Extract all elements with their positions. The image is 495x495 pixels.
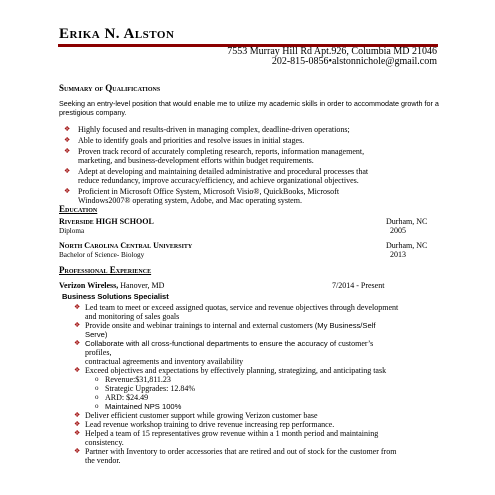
duty-item [74,411,398,420]
qualification-item [64,136,368,145]
duty-line [85,447,398,456]
circle-bullet-icon: o [95,393,99,401]
duty-text: and monitoring of sales goals [85,312,180,321]
qualification-text: Able to identify goals and priorities and resolve issues in initial stages. [78,136,305,145]
duty-text: customer’s [338,339,374,348]
duty-line [85,438,398,447]
duty-text: ARD: $24.49 [105,393,149,402]
diamond-bullet-icon: ❖ [74,411,81,419]
diamond-bullet-icon: ❖ [74,366,81,374]
duty-text: Deliver efficient customer support while growing Verizon customer base [85,411,318,420]
phone-email-line: 202-815-0856•alstonnichole@gmail.com [271,56,437,67]
duty-line [85,456,398,465]
duty-item [74,447,398,465]
school-location: Durham, NC [386,217,428,226]
duty-text: consistency. [85,438,124,447]
employer-location: Hanover, MD [118,281,165,290]
duty-item [74,420,398,429]
duty-line [105,402,398,411]
duty-text: profiles, [85,348,112,357]
diamond-bullet-icon: ❖ [64,136,71,144]
qualification-item [64,167,369,185]
diamond-bullet-icon: ❖ [74,429,81,437]
employer-name: Verizon Wireless, [59,281,119,290]
degree-name: Bachelor of Science- Biology [59,251,145,259]
circle-bullet-icon: o [95,402,99,410]
duty-line [85,366,398,375]
duty-text: Strategic Upgrades: 12.84% [105,384,195,393]
duty-item [74,429,398,447]
qualification-text: Proficient in Microsoft Office System, Microsoft Visio®, QuickBooks, Microsoft [78,187,340,196]
duty-item [74,321,398,339]
job-title: Business Solutions Specialist [62,292,169,301]
experience-list [74,303,399,465]
duty-line [85,357,398,366]
duty-line [85,411,398,420]
duty-line [105,375,398,384]
qualification-text: Highly focused and results-driven in managing complex, deadline-driven operations; [78,125,350,134]
duty-line [105,393,398,402]
qualification-item [64,187,368,205]
qualification-item [64,147,368,165]
duty-text: (My Business/Self [314,321,376,330]
duty-text: Collaborate with all cross-functional departments to ensure the accuracy of [85,339,339,348]
diamond-bullet-icon: ❖ [74,420,81,428]
metric-item [95,402,398,411]
experience-heading: Professional Experience [59,265,152,275]
duty-line [85,312,398,321]
diamond-bullet-icon: ❖ [64,147,71,155]
duty-line [105,384,398,393]
metric-item [95,375,398,384]
education-heading: Education [59,204,98,214]
duty-line [85,330,398,339]
qualification-item [64,125,368,134]
circle-bullet-icon: o [95,375,99,383]
duty-text: Helped a team of 15 representatives grow revenue within a 1 month period and maintaining [85,429,379,438]
diamond-bullet-icon: ❖ [74,321,81,329]
graduation-year: 2005 [390,226,406,235]
candidate-name: Erika N. Alston [59,26,175,42]
duty-line [85,348,398,357]
school-name: North Carolina Central University [59,241,193,250]
diamond-bullet-icon: ❖ [74,303,81,311]
summary-heading: Summary of Qualifications [59,83,161,93]
contact-block [227,47,437,67]
duty-text: the vendor. [85,456,121,465]
school-location: Durham, NC [386,241,428,250]
degree-name: Diploma [59,227,85,235]
duty-line [85,420,398,429]
qualifications-list [64,125,369,207]
duty-text: Exceed objectives and expectations by effectively planning, strategizing, and anticipating task [85,366,387,375]
circle-bullet-icon: o [95,384,99,392]
metric-item [95,393,398,402]
duty-text: Revenue:$31,811.23 [105,375,171,384]
qualification-text: Proven track record of accurately completing research, reports, information management, [78,147,365,156]
objective-text: Seeking an entry-level position that would enable me to utilize my academic skills in order to accommodate growth for a prestigious company. [59,99,439,117]
duty-line [85,303,398,312]
duty-text: contractual agreements and inventory availability [85,357,244,366]
duty-line [85,339,398,348]
qualification-text: marketing, and business-development efforts within budget requirements. [78,156,314,165]
school-name: Riverside HIGH SCHOOL [59,217,154,226]
duty-text: Provide onsite and webinar trainings to internal and external customers [85,321,315,330]
duty-line [85,321,398,330]
employer-line [59,281,164,290]
duty-item [74,366,398,375]
diamond-bullet-icon: ❖ [64,125,71,133]
graduation-year: 2013 [390,250,406,259]
address-line: 7553 Murray Hill Rd Apt.926, Columbia MD 21046 [227,46,437,57]
qualification-text: reduce redundancy, improve accuracy/efficiency, and achieve organizational objectives. [78,176,359,185]
diamond-bullet-icon: ❖ [64,167,71,175]
qualification-text: Adept at developing and maintaining detailed administrative and procedural processes that [78,167,369,176]
diamond-bullet-icon: ❖ [74,447,81,455]
qualification-text: Windows2007® operating system, Adobe, and Mac operating system. [78,196,302,205]
duty-text: Serve) [85,330,108,339]
diamond-bullet-icon: ❖ [64,187,71,195]
duty-line [85,429,398,438]
employment-dates: 7/2014 - Present [332,281,385,290]
diamond-bullet-icon: ❖ [74,339,81,347]
duty-text: Led team to meet or exceed assigned quotas, service and revenue objectives through development [85,303,399,312]
metric-item [95,384,398,393]
duty-item [74,339,398,366]
duty-text: Maintained NPS 100% [105,402,182,411]
duty-text: Partner with Inventory to order accessories that are retired and out of stock for the customer from [85,447,397,456]
duty-text: Lead revenue workshop training to drive revenue increasing rep performance. [85,420,335,429]
duty-item [74,303,399,321]
